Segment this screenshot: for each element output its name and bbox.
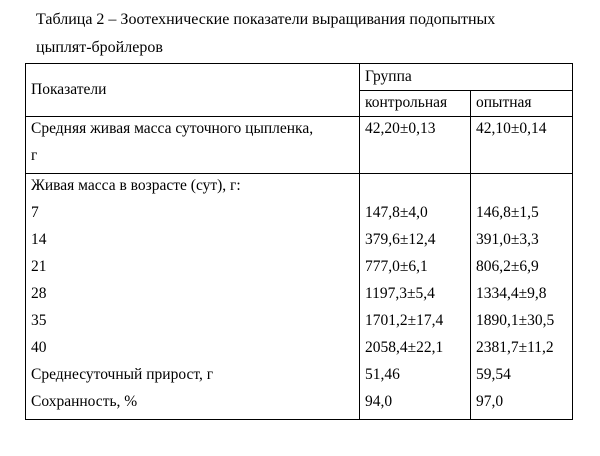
cell-control-empty bbox=[365, 176, 465, 203]
row-label-line-14: 14 bbox=[31, 231, 47, 248]
zootechnical-table bbox=[25, 63, 573, 420]
cell-control-survival: 94,0 bbox=[365, 393, 393, 410]
cell-control-40: 2058,4±22,1 bbox=[365, 339, 444, 356]
row-label bbox=[26, 117, 360, 174]
row-label-line-28: 28 bbox=[31, 285, 47, 302]
header-control: контрольная bbox=[360, 90, 471, 117]
row-label-line-21: 21 bbox=[31, 258, 47, 275]
row-label-line-35: 35 bbox=[31, 312, 47, 329]
cell-control: 42,20±0,13 bbox=[360, 117, 471, 174]
table-caption bbox=[36, 6, 596, 62]
header-indicators: Показатели bbox=[26, 64, 360, 117]
row-label-line-survival: Сохранность, % bbox=[31, 393, 138, 410]
row-label-line-1: Средняя живая масса суточного цыпленка, bbox=[31, 120, 314, 137]
cell-control-gain: 51,46 bbox=[365, 366, 400, 383]
cell-control bbox=[360, 174, 471, 420]
row-label-text: Живая масса в возрасте (сут), г: bbox=[31, 177, 241, 194]
cell-experimental-35: 1890,1±30,5 bbox=[476, 312, 555, 329]
cell-control-28: 1197,3±5,4 bbox=[365, 285, 435, 302]
cell-experimental-28: 1334,4±9,8 bbox=[476, 285, 547, 302]
cell-experimental-40: 2381,7±11,2 bbox=[476, 339, 554, 356]
table-row bbox=[26, 117, 573, 174]
cell-experimental: 42,10±0,14 bbox=[471, 117, 573, 174]
cell-experimental-empty bbox=[476, 176, 567, 203]
cell-experimental bbox=[471, 174, 573, 420]
cell-experimental-21: 806,2±6,9 bbox=[476, 258, 539, 275]
cell-control-21: 777,0±6,1 bbox=[365, 258, 428, 275]
caption-line-1: Таблица 2 – Зоотехнические показатели выращивания подопытных bbox=[36, 11, 496, 28]
header-experimental: опытная bbox=[471, 90, 573, 117]
cell-control-14: 379,6±12,4 bbox=[365, 231, 436, 248]
cell-control-7: 147,8±4,0 bbox=[365, 204, 428, 221]
row-label bbox=[26, 174, 360, 420]
cell-experimental-14: 391,0±3,3 bbox=[476, 231, 539, 248]
cell-experimental-gain: 59,54 bbox=[476, 366, 511, 383]
row-label-line-2: г bbox=[31, 147, 38, 164]
header-group: Группа bbox=[360, 64, 573, 91]
cell-control-35: 1701,2±17,4 bbox=[365, 312, 444, 329]
row-label-line-gain: Среднесуточный прирост, г bbox=[31, 366, 214, 383]
table-row bbox=[26, 174, 573, 420]
cell-experimental-7: 146,8±1,5 bbox=[476, 204, 539, 221]
cell-experimental-survival: 97,0 bbox=[476, 393, 504, 410]
row-label-line-40: 40 bbox=[31, 339, 47, 356]
row-label-line-7: 7 bbox=[31, 204, 39, 221]
caption-line-2: цыплят-бройлеров bbox=[36, 39, 163, 56]
